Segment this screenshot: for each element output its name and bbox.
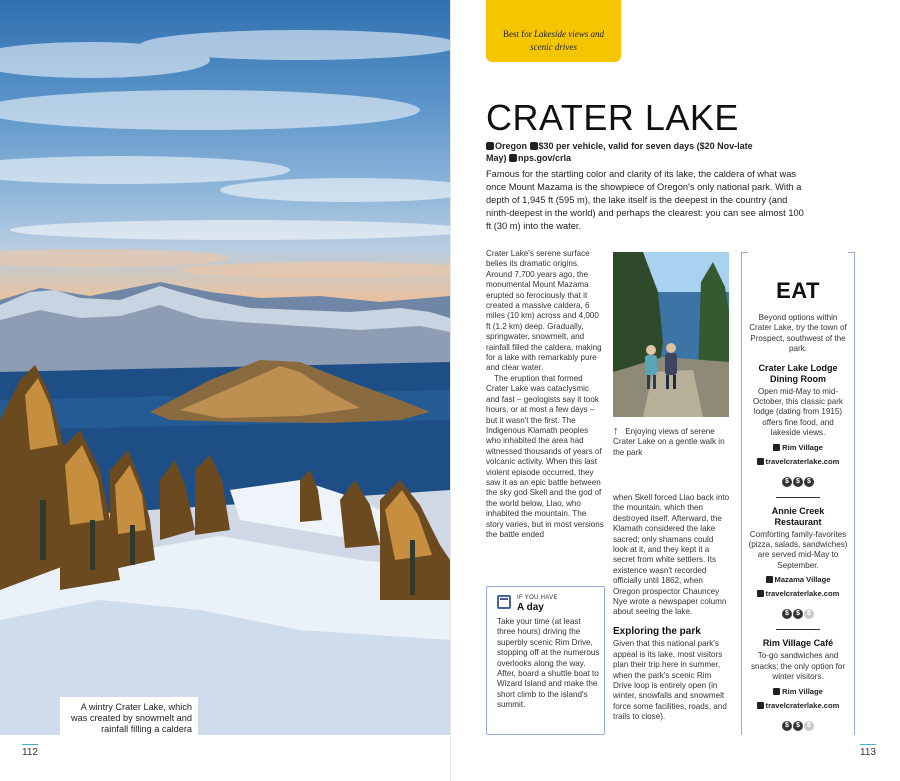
web-icon: [757, 702, 764, 709]
small-photo-caption-text: Enjoying views of serene Crater Lake on a gentle walk in the park: [613, 427, 725, 457]
price-rating: [748, 714, 848, 732]
restaurant-location-text: Rim Village: [782, 442, 823, 452]
crater-lake-photo: [0, 0, 450, 735]
restaurant-name: Crater Lake Lodge Dining Room: [758, 362, 838, 384]
meta-fee: $30 per vehicle, valid for seven days ($20 Nov-late May): [486, 141, 753, 163]
eat-intro: Beyond options within Crater Lake, try the town of Prospect, southwest of the park.: [749, 313, 847, 354]
restaurant-name: Rim Village Café: [762, 638, 834, 649]
location-pin-icon: [486, 142, 494, 150]
calendar-icon: [497, 595, 511, 609]
restaurant-website[interactable]: [748, 589, 848, 599]
hikers-illustration: [613, 252, 729, 417]
landscape-illustration: [0, 0, 450, 735]
restaurant-website-text[interactable]: travelcraterlake.com: [765, 456, 840, 466]
meta-website[interactable]: nps.gov/crla: [518, 153, 572, 163]
price-symbol: $: [782, 721, 792, 731]
web-icon: [757, 590, 764, 597]
best-for-text: Lakeside views and scenic drives: [530, 29, 604, 52]
article-column-2: [613, 493, 730, 723]
small-photo-caption: [613, 426, 731, 458]
price-symbol: $: [782, 477, 792, 487]
restaurant-website[interactable]: [748, 457, 848, 467]
price-symbol-inactive: $: [804, 721, 814, 731]
location-icon: [773, 688, 780, 695]
intro-paragraph: Famous for the startling color and clarity of its lake, the caldera of what was once Mount Mazama is the showpiece of Oregon's only national park. With a depth of 1,945 ft (595 m), the lake itself is the deepest in the country (and ninth-deepest in the world) and perhaps the clearest: you can see almost 100 ft (30 m) into the water.: [486, 169, 804, 231]
restaurant-item: [748, 506, 848, 621]
section-heading-exploring: Exploring the park: [613, 625, 701, 637]
restaurant-desc: Open mid-May to mid-October, this classic park lodge (dating from 1915) offers fine food, and lakeside views.: [753, 386, 843, 438]
hikers-photo: [613, 252, 729, 417]
restaurant-name: Annie Creek Restaurant: [771, 505, 825, 527]
price-symbol: $: [793, 609, 803, 619]
best-for-tab: [486, 0, 621, 62]
page-title: CRATER LAKE: [486, 97, 739, 138]
meta-location: Oregon: [495, 141, 528, 151]
restaurant-location: [748, 443, 848, 453]
restaurant-item: [748, 363, 848, 488]
page-number-left: 112: [22, 747, 38, 758]
article-column-1: [486, 249, 604, 540]
best-for-prefix: Best for: [503, 29, 532, 39]
restaurant-location-text: Rim Village: [782, 686, 823, 696]
price-symbol-inactive: $: [804, 609, 814, 619]
restaurant-item: [748, 638, 848, 731]
restaurant-location: [748, 687, 848, 697]
restaurant-location: [748, 575, 848, 585]
photo-caption-text: A wintry Crater Lake, which was created by snowmelt and rainfall filling a caldera: [70, 702, 192, 734]
column2-body: Given that this national park's appeal is its lake, most visitors plan their trip here in summer, when the park's scenic Rim Drive loop is entirely open (in winter, snowfalls and snowmelt force some facilities, roads, and trails to close).: [613, 639, 727, 722]
restaurant-desc: To-go sandwiches and snacks; the only option for winter visitors.: [750, 651, 846, 682]
price-symbol: $: [793, 721, 803, 731]
price-symbol: $: [782, 609, 792, 619]
eat-sidebar: [741, 252, 855, 735]
divider: [776, 497, 820, 498]
if-you-have-a-day-box: [486, 586, 605, 735]
page-gutter: [450, 0, 451, 781]
column1-paragraph-2: The eruption that formed Crater Lake was cataclysmic and fast – geologists say it took hours, or at most a few days – but it wasn't the first. The Indigenous Klamath peoples who inhabited the area had witnessed thousands of years of volcanic activity. When this last violent episode occurred, they saw it as an epic battle between the sky god Skell and the god of the world below, Llao, who inhabited the mountain. The story varies, but in most versions the battle ended: [486, 373, 604, 539]
column1-paragraph-1: Crater Lake's serene surface belies its dramatic origins. Around 7,700 years ago, the monumental Mount Mazama erupted so ferociously that it created a massive caldera, 6 miles (10 km) across and 4,000 ft (1.2 km) deep. Gradually, springwater, snowmelt, and rainfall filled the caldera, making for a lake with remarkably pure and clear water.: [486, 249, 602, 373]
price-symbol: $: [804, 477, 814, 487]
restaurant-desc: Comforting family-favorites (pizza, salads, sandwiches) are served mid-May to September.: [748, 529, 848, 570]
page-number-right: 113: [860, 747, 876, 758]
day-box-tag: IF YOU HAVE: [517, 595, 558, 601]
restaurant-website-text[interactable]: travelcraterlake.com: [765, 589, 840, 599]
price-symbol: $: [793, 477, 803, 487]
divider: [776, 629, 820, 630]
location-icon: [766, 576, 773, 583]
column2-continued: when Skell forced Llao back into the mountain, which then destroyed itself. Afterward, the Klamath considered the lake sacred; only shamans could look at it, and they kept it a secret from white settlers. Its existence wasn't recorded officially until 1862, when Oregon prospector Chauncey Nye wrote a newspaper column about seeing the lake.: [613, 493, 730, 617]
price-rating: [748, 602, 848, 620]
location-icon: [773, 444, 780, 451]
park-meta: [486, 140, 754, 164]
web-icon: [757, 458, 764, 465]
day-box-body: Take your time (at least three hours) driving the superbly scenic Rim Drive, stopping off at the numerous overlooks along the way. After, board a shuttle boat to Wizard Island and make the short climb to the island's summit.: [497, 617, 600, 710]
eat-title: EAT: [776, 278, 820, 303]
photo-caption: [60, 697, 198, 735]
price-rating: [748, 470, 848, 488]
restaurant-website-text[interactable]: travelcraterlake.com: [765, 700, 840, 710]
restaurant-location-text: Mazama Village: [774, 575, 831, 585]
web-icon: [509, 154, 517, 162]
day-box-heading: A day: [517, 602, 544, 613]
ticket-icon: [530, 142, 538, 150]
restaurant-website[interactable]: [748, 701, 848, 711]
arrow-up-icon: ↑: [613, 425, 619, 437]
